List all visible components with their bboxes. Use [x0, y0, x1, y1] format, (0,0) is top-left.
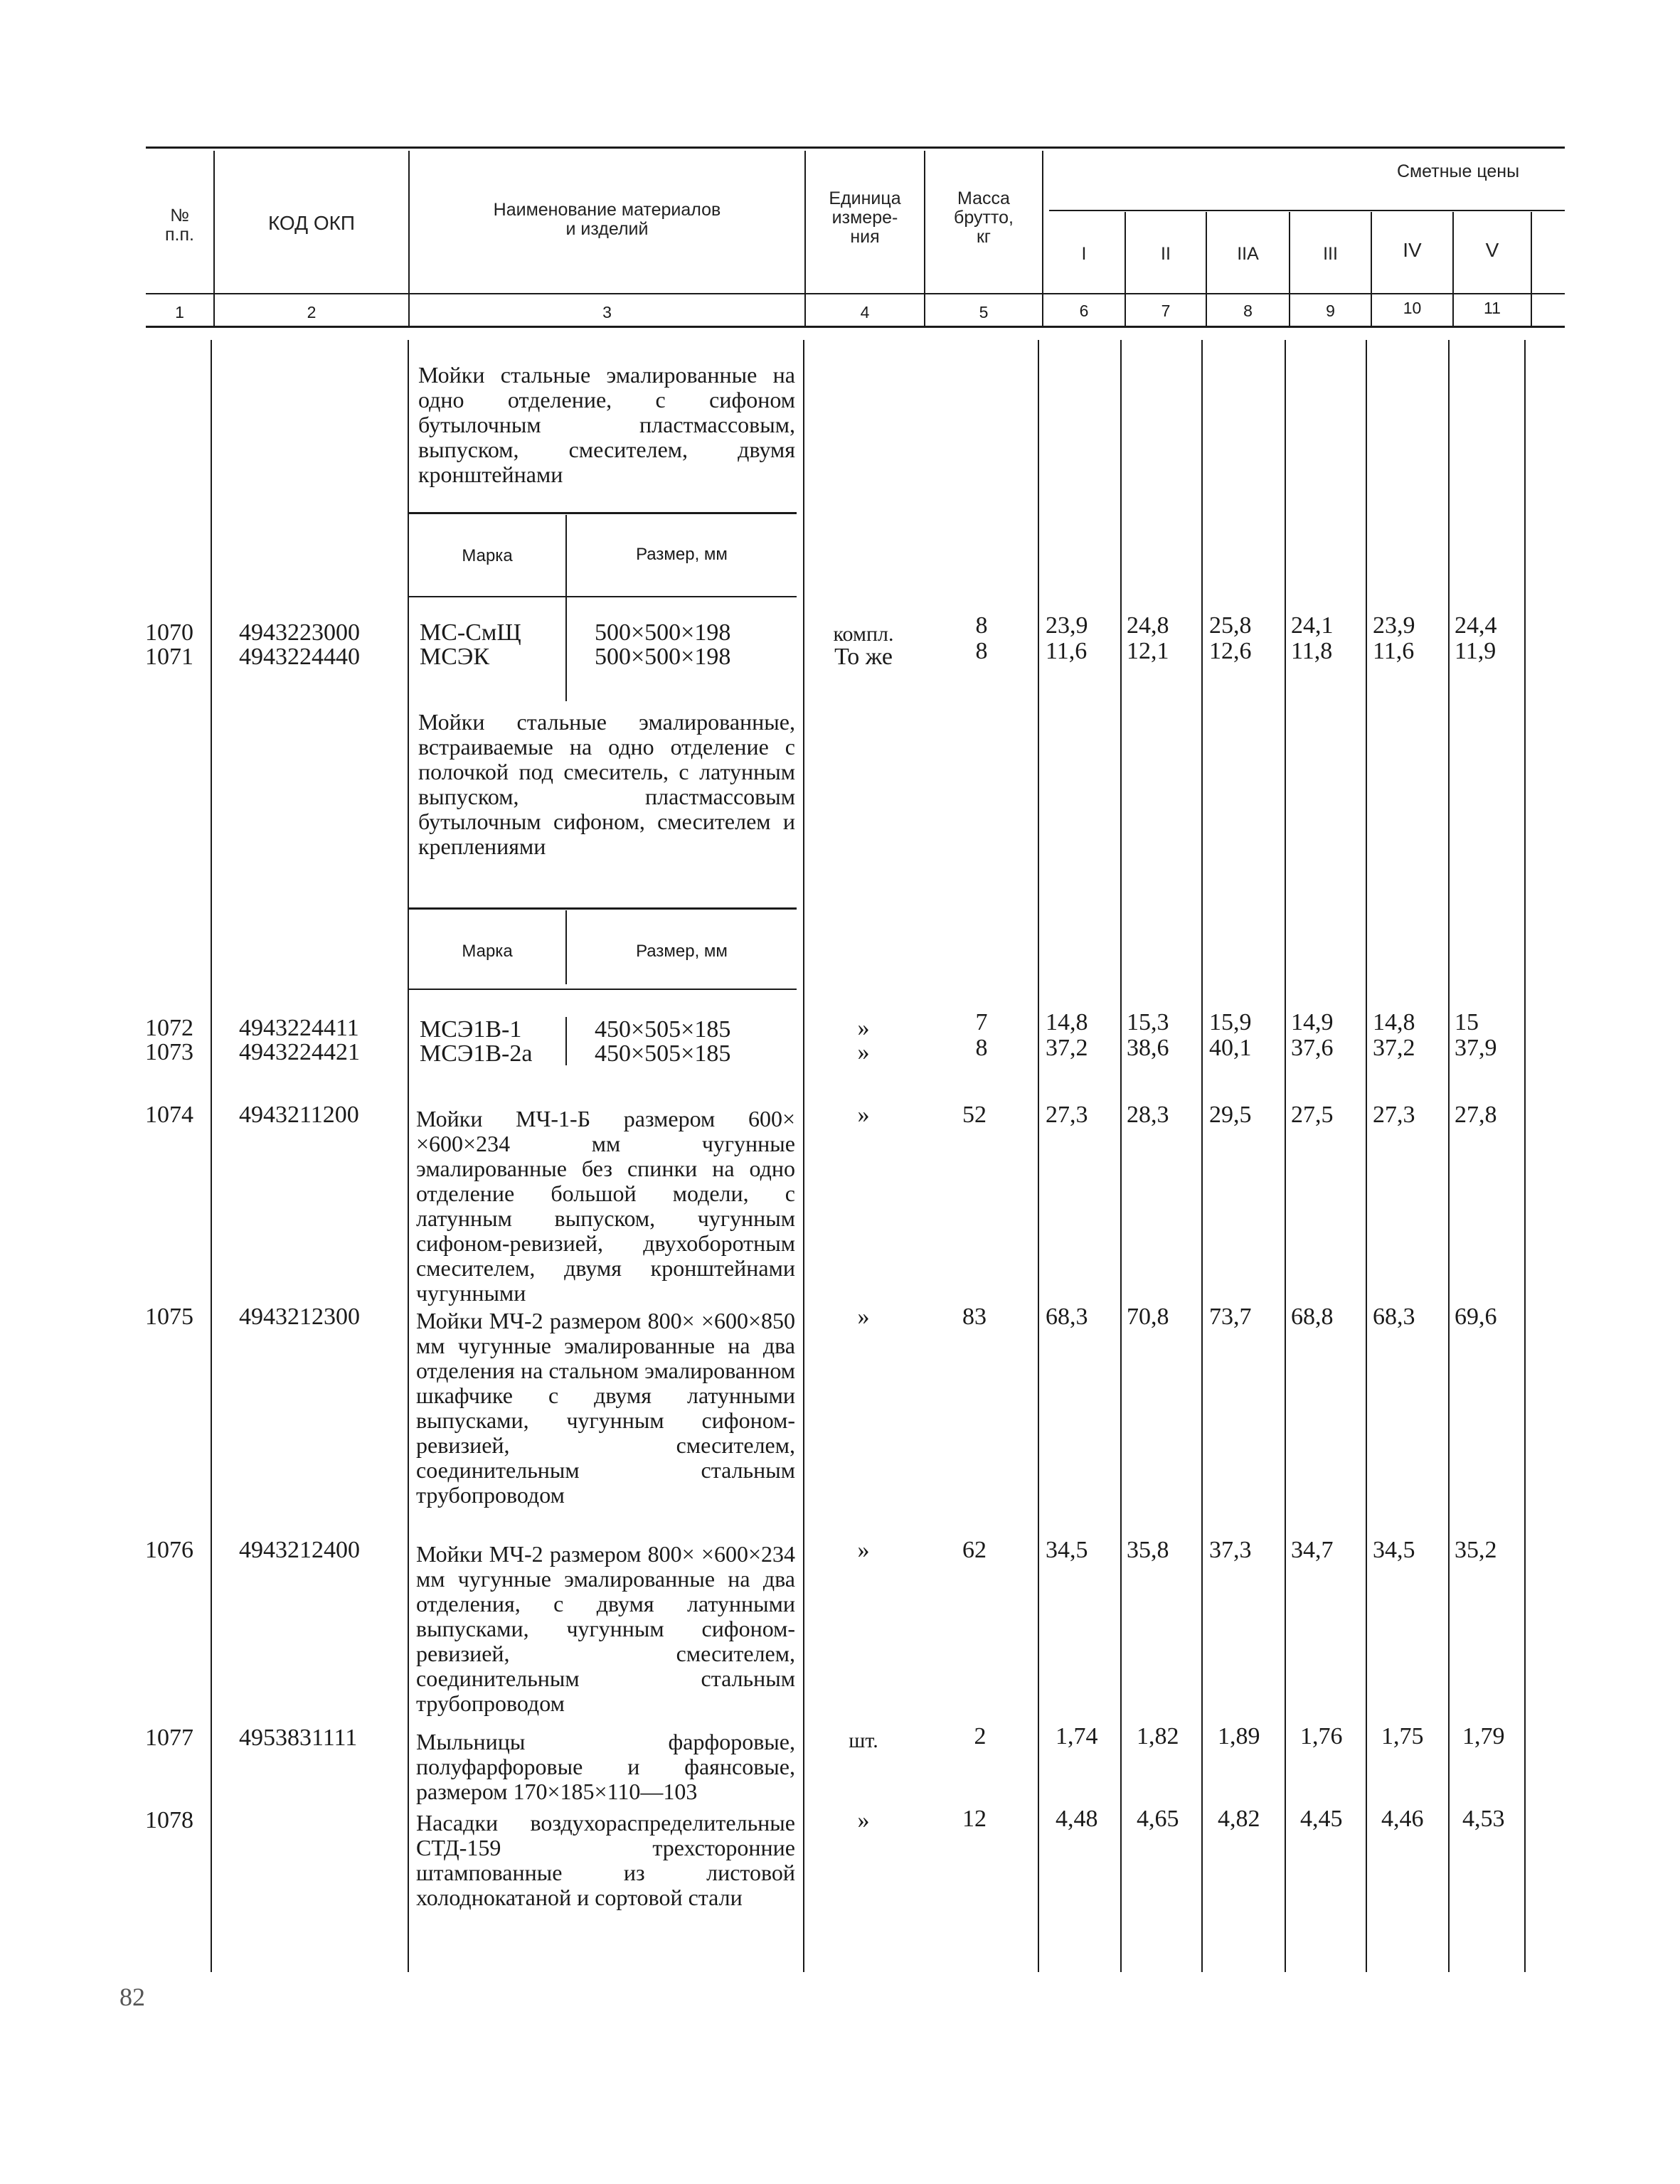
price-zone-2: 38,6 — [1127, 1035, 1169, 1061]
column-number: 11 — [1484, 299, 1501, 317]
price-zone-3: 40,1 — [1209, 1035, 1252, 1061]
price-zone-6: 11,9 — [1455, 638, 1496, 664]
body-vline — [803, 340, 804, 1972]
table-top-rule — [146, 147, 1565, 149]
price-zone-6: 69,6 — [1455, 1304, 1497, 1330]
mass: 8 — [975, 1035, 988, 1061]
unit: » — [857, 1015, 870, 1041]
header-bottom-rule — [146, 293, 1565, 294]
row-number: 1078 — [145, 1807, 193, 1833]
mass: 8 — [975, 612, 988, 639]
price-zone-1: 37,2 — [1046, 1035, 1088, 1061]
price-zone-2: 12,1 — [1127, 638, 1169, 664]
price-zone-4: 68,8 — [1291, 1304, 1334, 1330]
mass: 7 — [975, 1009, 988, 1035]
price-zone-6: 15 — [1455, 1009, 1479, 1035]
subtable-size-header: Размер, мм — [636, 942, 728, 961]
page-number: 82 — [119, 1983, 145, 2011]
subtable-size-header: Размер, мм — [636, 545, 728, 564]
price-zone-1: 23,9 — [1046, 612, 1088, 639]
column-number: 5 — [979, 303, 989, 321]
price-zone-4: 4,45 — [1300, 1806, 1343, 1832]
price-zone-5: 34,5 — [1373, 1537, 1415, 1563]
okp-code: 4943224440 — [239, 644, 360, 670]
mass: 52 — [962, 1102, 987, 1128]
column-number: 7 — [1161, 302, 1171, 320]
subtable-mark-header: Марка — [462, 942, 513, 961]
subtable-vline — [565, 1017, 567, 1065]
price-zone-6: 24,4 — [1455, 612, 1497, 639]
price-zone-5: 23,9 — [1373, 612, 1415, 639]
unit: » — [857, 1102, 870, 1128]
price-zone-2: 1,82 — [1137, 1723, 1179, 1749]
price-zone-2: 24,8 — [1127, 612, 1169, 639]
price-zone-3: 37,3 — [1209, 1537, 1252, 1563]
column-number: 1 — [175, 303, 184, 321]
row-number: 1070 — [145, 619, 193, 646]
header-vline — [213, 151, 215, 326]
row-number: 1071 — [145, 644, 193, 670]
unit: компл. — [833, 622, 894, 646]
price-zone-3: 73,7 — [1209, 1304, 1252, 1330]
price-zone-3: 4,82 — [1218, 1806, 1260, 1832]
size: 500×500×198 — [595, 644, 731, 670]
price-zone-5: 4,46 — [1381, 1806, 1424, 1832]
body-vline — [1448, 340, 1450, 1972]
price-zone-2: 35,8 — [1127, 1537, 1169, 1563]
zone-header: IV — [1403, 239, 1422, 261]
price-zone-1: 1,74 — [1056, 1723, 1098, 1749]
size: 450×505×185 — [595, 1016, 731, 1043]
subtable-header-rule — [409, 596, 797, 597]
price-zone-6: 37,9 — [1455, 1035, 1497, 1061]
size: 500×500×198 — [595, 619, 731, 646]
body-vline — [1366, 340, 1367, 1972]
zone-header: I — [1081, 244, 1087, 264]
size: 450×505×185 — [595, 1040, 731, 1067]
header-col-no: № п.п. — [165, 206, 194, 245]
okp-code: 4943224411 — [239, 1015, 359, 1041]
body-vline — [408, 340, 409, 1972]
item-name: Насадки воздухораспределительные СТД-159 трехсторонние штампованные из листовой холоднокатаной и сортовой стали — [416, 1810, 795, 1910]
mass: 62 — [962, 1537, 987, 1563]
price-zone-4: 27,5 — [1291, 1102, 1334, 1128]
price-zone-1: 4,48 — [1056, 1806, 1098, 1832]
price-zone-5: 27,3 — [1373, 1102, 1415, 1128]
header-col-unit: Единица измере- ния — [829, 188, 901, 247]
body-vline — [1120, 340, 1122, 1972]
price-zone-3: 12,6 — [1209, 638, 1252, 664]
item-name: Мойки МЧ-2 размером 800× ×600×850 мм чугунные эмалированные на два отделения на стальном эмалированном шкафчике с двумя латунными выпусками, чугунным сифоном-ревизией, смесителем, соединительным стальным трубопроводом — [416, 1308, 795, 1508]
body-vline — [1201, 340, 1203, 1972]
subtable-top-rule — [409, 907, 797, 910]
unit: » — [857, 1807, 870, 1833]
column-number: 8 — [1243, 302, 1253, 320]
price-zone-2: 15,3 — [1127, 1009, 1169, 1035]
header-vline — [1531, 212, 1532, 326]
price-zone-5: 37,2 — [1373, 1035, 1415, 1061]
group-description: Мойки стальные эмалированные на одно отделение, с сифоном бутылочным пластмассовым, выпуском, смесителем, двумя кронштейнами — [418, 362, 795, 487]
subtable-header-rule — [409, 989, 797, 990]
price-zone-5: 1,75 — [1381, 1723, 1424, 1749]
price-zone-4: 24,1 — [1291, 612, 1334, 639]
header-col-mass: Масса брутто, кг — [954, 188, 1014, 247]
price-zone-4: 1,76 — [1300, 1723, 1343, 1749]
mark: МСЭК — [420, 644, 490, 670]
row-number: 1073 — [145, 1039, 193, 1065]
okp-code: 4943224421 — [239, 1039, 360, 1065]
mass: 8 — [975, 638, 988, 664]
mass: 83 — [962, 1304, 987, 1330]
column-numbers-rule — [146, 326, 1565, 328]
column-number: 4 — [860, 303, 870, 321]
okp-code: 4943212300 — [239, 1304, 360, 1330]
unit: шт. — [849, 1729, 878, 1752]
row-number: 1075 — [145, 1304, 193, 1330]
body-vline — [1524, 340, 1526, 1972]
price-zone-3: 1,89 — [1218, 1723, 1260, 1749]
row-number: 1072 — [145, 1015, 193, 1041]
price-zone-1: 14,8 — [1046, 1009, 1088, 1035]
zone-header: V — [1485, 239, 1499, 261]
item-name: Мойки МЧ-2 размером 800× ×600×234 мм чугунные эмалированные на два отделения, с двумя латунными выпусками, чугунным сифоном-ревизией, смесителем, соединительным стальным трубопроводом — [416, 1541, 795, 1716]
price-zone-6: 1,79 — [1462, 1723, 1505, 1749]
unit: » — [857, 1039, 870, 1065]
subtable-top-rule — [409, 512, 797, 514]
item-name: Мойки МЧ-1-Б размером 600× ×600×234 мм чугунные эмалированные без спинки на одно отделение большой модели, с латунным выпуском, чугунным сифоном-ревизией, двухоборотным смесителем, двумя кронштейнами чугунными — [416, 1106, 795, 1306]
price-zone-5: 14,8 — [1373, 1009, 1415, 1035]
mass: 12 — [962, 1806, 987, 1832]
price-zone-4: 34,7 — [1291, 1537, 1334, 1563]
header-vline — [1042, 151, 1043, 326]
price-zone-2: 70,8 — [1127, 1304, 1169, 1330]
okp-code: 4943223000 — [239, 619, 360, 646]
column-number: 10 — [1403, 299, 1422, 317]
column-number: 3 — [602, 303, 612, 321]
price-zone-6: 35,2 — [1455, 1537, 1497, 1563]
row-number: 1077 — [145, 1725, 193, 1751]
price-zone-1: 68,3 — [1046, 1304, 1088, 1330]
unit: » — [857, 1304, 870, 1330]
price-zone-2: 4,65 — [1137, 1806, 1179, 1832]
row-number: 1076 — [145, 1537, 193, 1563]
body-vline — [211, 340, 212, 1972]
okp-code: 4943212400 — [239, 1537, 360, 1563]
price-zone-3: 15,9 — [1209, 1009, 1252, 1035]
mark: МСЭ1В-1 — [420, 1016, 522, 1043]
zone-header: III — [1323, 244, 1338, 264]
price-zone-1: 34,5 — [1046, 1537, 1088, 1563]
column-number: 2 — [307, 303, 317, 321]
body-vline — [1285, 340, 1286, 1972]
price-zone-3: 25,8 — [1209, 612, 1252, 639]
group-description: Мойки стальные эмалированные, встраиваемые на одно отделение с полочкой под смеситель, с латунным выпуском, пластмассовым бутылочным сифоном, смесителем и креплениями — [418, 709, 795, 859]
column-number: 6 — [1079, 302, 1089, 320]
column-number: 9 — [1326, 302, 1335, 320]
price-zone-1: 11,6 — [1046, 638, 1088, 664]
row-number: 1074 — [145, 1102, 193, 1128]
unit: То же — [834, 644, 893, 670]
price-zone-6: 27,8 — [1455, 1102, 1497, 1128]
header-estimate-prices: Сметные цены — [1396, 161, 1520, 181]
price-zone-5: 11,6 — [1373, 638, 1415, 664]
prices-group-rule — [1049, 210, 1565, 211]
body-vline — [1038, 340, 1039, 1972]
unit: » — [857, 1537, 870, 1563]
price-zone-3: 29,5 — [1209, 1102, 1252, 1128]
price-zone-1: 27,3 — [1046, 1102, 1088, 1128]
price-zone-6: 4,53 — [1462, 1806, 1505, 1832]
price-zone-4: 11,8 — [1291, 638, 1333, 664]
zone-header: II — [1161, 244, 1171, 264]
price-zone-5: 68,3 — [1373, 1304, 1415, 1330]
subtable-mark-header: Марка — [462, 546, 513, 565]
item-name: Мыльницы фарфоровые, полуфарфоровые и фаянсовые, размером 170×185×110—103 — [416, 1729, 795, 1804]
okp-code: 4953831111 — [239, 1725, 358, 1751]
mark: МС-СмЩ — [420, 619, 521, 646]
mark: МСЭ1В-2а — [420, 1040, 533, 1067]
okp-code: 4943211200 — [239, 1102, 359, 1128]
price-zone-4: 37,6 — [1291, 1035, 1334, 1061]
mass: 2 — [974, 1723, 987, 1749]
header-col-name: Наименование материалов и изделий — [493, 200, 721, 239]
zone-header: IIА — [1237, 244, 1259, 264]
header-col-code: КОД ОКП — [267, 212, 356, 234]
price-zone-4: 14,9 — [1291, 1009, 1334, 1035]
price-zone-2: 28,3 — [1127, 1102, 1169, 1128]
subtable-vline — [565, 515, 567, 701]
